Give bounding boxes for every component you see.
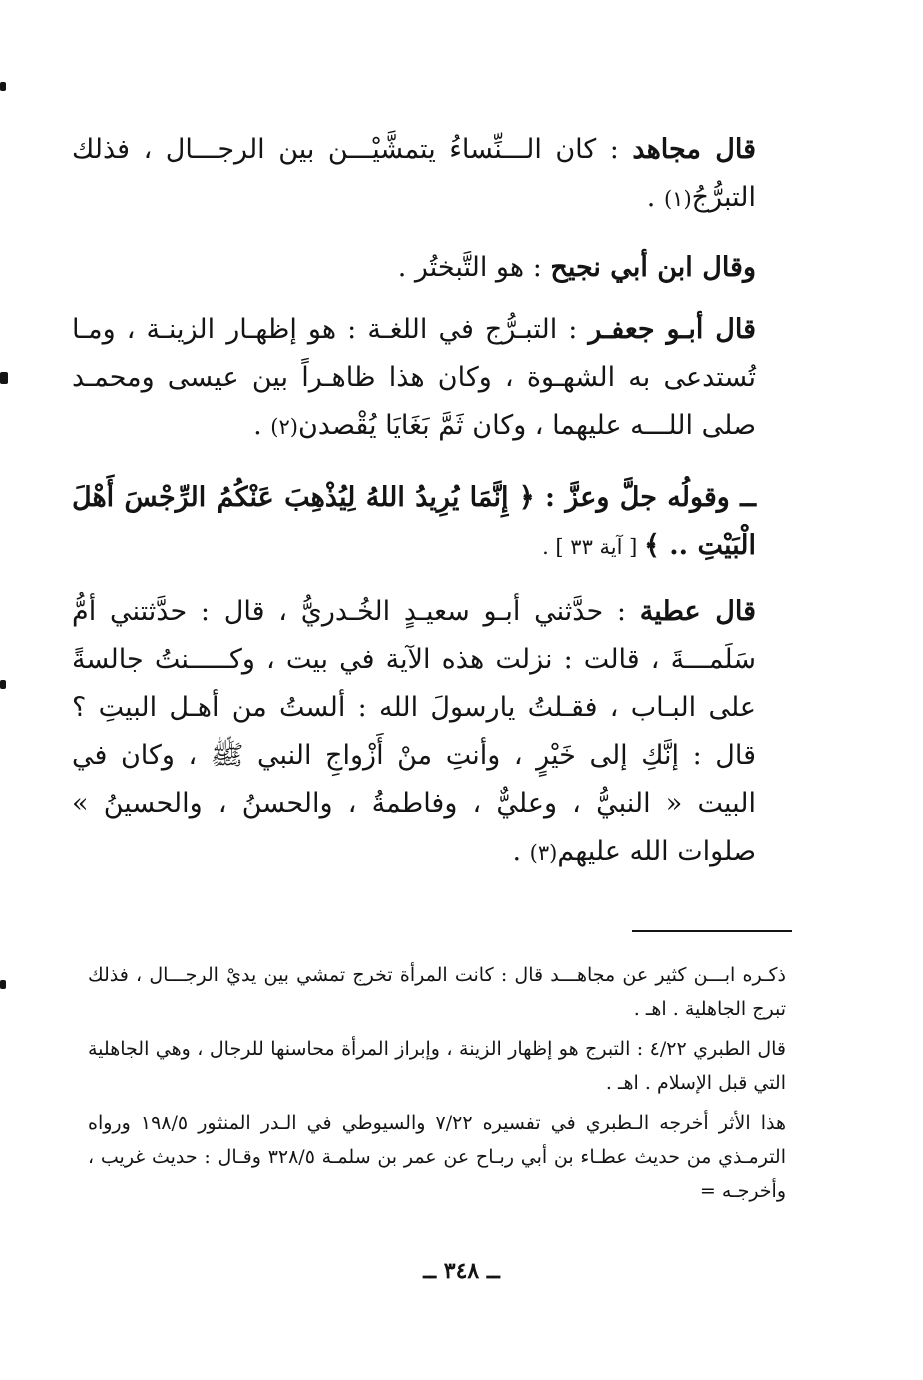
scan-edge-mark (0, 980, 6, 989)
footnote-1: ذكـره ابـــن كثير عن مجاهـــد قال : كانت المرأة تخرج تمشي بين يديْ الرجـــال ، فذلك تبرج الجاهلية . اهـ . (88, 964, 786, 1020)
paragraph-end: . (253, 410, 271, 441)
paragraph-abu-jafar (72, 306, 756, 451)
verse-intro: ــ وقولُه جلَّ وعزَّ : (534, 482, 756, 513)
footnote-3: هذا الأثر أخرجه الـطبري في تفسيره ٧/٢٢ والسيوطي في الـدر المنثور ١٩٨/٥ ورواه الترمـذي من حديث عطـاء بن أبي ربـاح عن عمر بن سلمـة ٣٢٨/٥ وقـال : حديث غريب ، وأخرجـه = (88, 1112, 786, 1202)
footnote-marker: (٢) (270, 415, 298, 439)
speaker-name: قال مجاهد (632, 134, 756, 165)
paragraph-end: . (646, 182, 664, 213)
footnotes (88, 958, 786, 1214)
footnote-divider (632, 930, 792, 932)
paragraph-text: : كان الـــنِّساءُ يتمشَّيْـــن بين الرجـــال ، فذلك التبرُّجُ (72, 134, 756, 213)
speaker-name: قال عطية (639, 596, 756, 627)
speaker-name: قال أبـو جعفـر (588, 314, 756, 345)
paragraph-ibn-abi-najih (72, 244, 756, 292)
footnote-2: قال الطبري ٤/٢٢ : التبرج هو إظهار الزينة ، وإبراز المرأة محاسنها للرجال ، وهي الجاهلية التي قبل الإسلام . اهـ . (88, 1038, 787, 1094)
paragraph-mujahid (72, 126, 756, 223)
paragraph-text: : حدَّثني أبـو سعيـدٍ الخُـدريُّ ، قال : حدَّثتني أمُّ سَلَمـــةَ ، قالت : نزلت هذه الآية في بيت ، وكـــــنتُ جالسةً على البـاب ، فقـلتُ يارسولَ الله : ألستُ من أهـل البيتِ ؟ قال : إنَّكِ إلى خَيْرٍ ، وأنتِ منْ أَزْواجِ النبي ﷺ ، وكان في البيت « النبيُّ ، وعليٌّ ، وفاطمةُ ، والحسنُ ، والحسينُ » صلوات الله عليهم (72, 596, 756, 867)
footnote-marker: (٣) (529, 841, 558, 865)
paragraph-end: . (512, 836, 530, 867)
scan-edge-mark (0, 680, 6, 689)
page-number: ــ ٣٤٨ ــ (423, 1258, 500, 1284)
paragraph-text: : التبـرُّج في اللغـة : هو إظهـار الزينـة ، ومـا تُستدعى به الشهـوة ، وكان هذا ظاهـراً بين عيسى ومحمـد صلى اللـــه عليهما ، وكان ثَمَّ بَغَايَا يُقْصدن (72, 314, 756, 441)
scan-edge-mark (0, 82, 6, 91)
footnote-marker: (١) (663, 187, 692, 211)
speaker-name: وقال ابن أبي نجيح (550, 252, 756, 283)
quran-verse: ﴿ إِنَّمَا يُرِيدُ اللهُ لِيُذْهِبَ عَنْكُمُ الرِّجْسَ أَهْلَ الْبَيْتِ .. ﴾ (72, 482, 756, 561)
paragraph-quran-verse (72, 474, 756, 571)
paragraph-text: : هو التَّبختُر . (397, 252, 551, 283)
verse-reference: [ آية ٣٣ ] . (542, 535, 645, 559)
scan-edge-mark (0, 372, 8, 384)
paragraph-atiyya (72, 588, 756, 877)
